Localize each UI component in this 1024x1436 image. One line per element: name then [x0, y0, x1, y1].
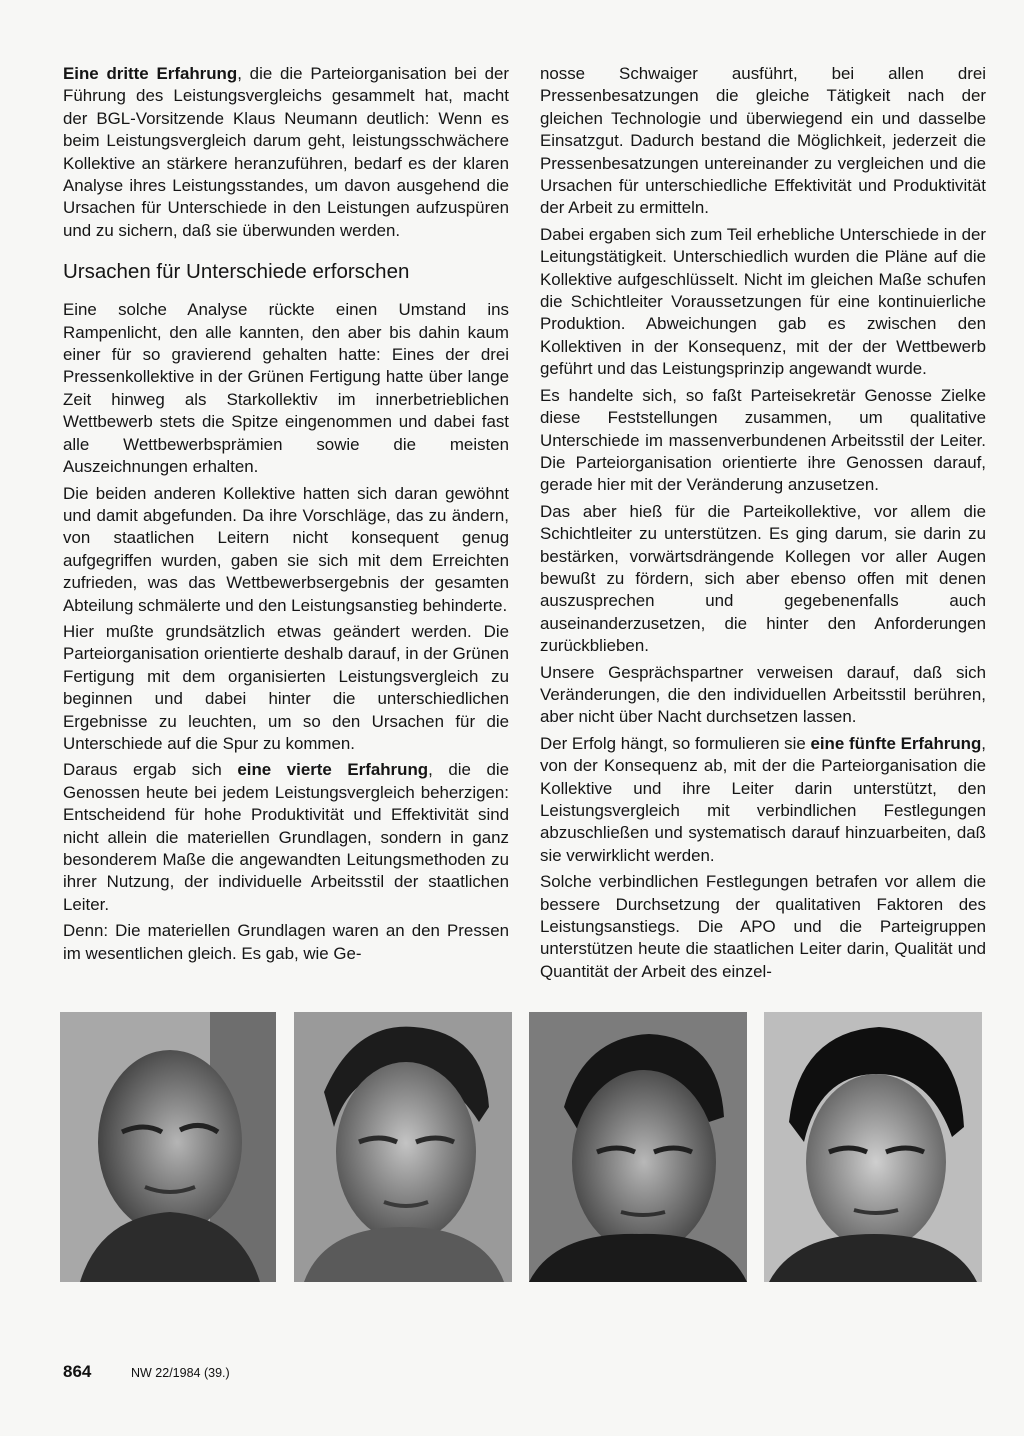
- paragraph: Eine solche Analyse rückte einen Umstand ins Rampenlicht, den alle kannten, den aber bis dahin kaum einer für so gravierend gehalten hatte: Eines der drei Pressenkollektive in der Grünen Fertigung hatte über lange Zeit hinweg als Starkollektiv im innerbetrieblichen Wettbewerb stets die Spitze eingenommen und dabei fast alle Wettbewerbsprämien sowie die meisten Auszeichnungen erhalten.: [63, 300, 509, 477]
- portrait-photo-4: [764, 1012, 982, 1282]
- portrait-row: [60, 1012, 982, 1282]
- journal-reference: NW 22/1984 (39.): [131, 1366, 230, 1380]
- page-number: 864: [63, 1362, 92, 1381]
- page-footer: [63, 1362, 230, 1382]
- portrait-photo-1-icon: [60, 1012, 276, 1282]
- portrait-photo-1: [60, 1012, 276, 1282]
- portrait-photo-2: [294, 1012, 512, 1282]
- paragraph-fourth-experience: Daraus ergab sich eine vierte Erfahrung, die die Genossen heute bei jedem Leistungsvergleich beherzigen: Entscheidend für hohe Produktivität und Effektivität sind nicht allein die materiellen Grundlagen, sondern in ganz besonderem Maße die angewandten Leitungsmethoden zu ihrer Nutzung, der individuelle Arbeitsstil der staatlichen Leiter.: [63, 760, 509, 914]
- portrait-photo-2-icon: [294, 1012, 512, 1282]
- paragraph: Unsere Gesprächspartner verweisen darauf, daß sich Veränderungen, die den individuellen Arbeitsstil berühren, aber nicht über Nacht durchsetzen lassen.: [540, 662, 986, 727]
- portrait-photo-4-icon: [764, 1012, 982, 1282]
- left-column: [63, 63, 509, 965]
- paragraph: Solche verbindlichen Festlegungen betrafen vor allem die bessere Durchsetzung der qualitativen Faktoren des Leistungsanstiegs. Die APO und die Parteigruppen unterstützen heute die staatlichen Leiter darin, Qualität und Quantität der Arbeit des einzel-: [540, 872, 986, 981]
- paragraph: Es handelte sich, so faßt Parteisekretär Genosse Zielke diese Feststellungen zusammen, um qualitative Unterschiede im massenverbundenen Arbeitsstil der Leiter. Die Parteiorganisation orientierte ihre Genossen darauf, gerade hier mit der Veränderung anzusetzen.: [540, 385, 986, 495]
- paragraph: Dabei ergaben sich zum Teil erhebliche Unterschiede in der Leitungstätigkeit. Unterschiedlich wurden die Pläne auf die Kollektive aufgeschlüsselt. Nicht im gleichen Maße schufen die Schichtleiter Voraussetzungen für eine kontinuierliche Produktion. Abweichungen gab es zwischen den Kollektiven in der Konsequenz, mit der der Wettbewerb geführt und das Leistungsprinzip angewandt wurde.: [540, 224, 986, 379]
- paragraph-third-experience: Eine dritte Erfahrung, die die Parteiorganisation bei der Führung des Leistungsvergleichs gesammelt hat, macht der BGL-Vorsitzende Klaus Neumann deutlich: Wenn es beim Leistungsvergleich darum geht, leistungsschwächere Kollektive an stärkere heranzuführen, bedarf es der klaren Analyse ihres Leistungsstandes, um davon ausgehend die Ursachen für Unterschiede in den Leistungen aufzuspüren und zu sichern, daß sie überwunden werden.: [63, 64, 510, 240]
- paragraph: Das aber hieß für die Parteikollektive, vor allem die Schichtleiter zu unterstützen. Es ging darum, sie darin zu bestärken, vorwärtsdrängende Kollegen vor aller Augen bewußt zu fördern, sich aber ebenso offen mit denen auszusprechen und gegebenenfalls auch auseinanderzusetzen, die hinter den Anforderungen zurückblieben.: [540, 501, 986, 656]
- bold-phrase: eine vierte Erfahrung: [237, 760, 429, 780]
- right-column: [540, 63, 986, 983]
- paragraph: Denn: Die materiellen Grundlagen waren an den Pressen im wesentlichen gleich. Es gab, wie Ge-: [63, 921, 509, 963]
- portrait-photo-3: [529, 1012, 747, 1282]
- bold-phrase: Eine dritte Erfahrung: [63, 64, 238, 83]
- paragraph-fifth-experience: Der Erfolg hängt, so formulieren sie eine fünfte Erfahrung, von der Konsequenz ab, mit der die Parteiorganisation die Kollektive und ihre Leiter darin unterstützt, den Leistungsvergleich mit verbindlichen Festlegungen abzuschließen und systematisch darauf hinzuarbeiten, daß sie verwirklicht werden.: [540, 733, 986, 865]
- paragraph: Die beiden anderen Kollektive hatten sich daran gewöhnt und damit abgefunden. Da ihre Vorschläge, das zu ändern, von staatlichen Leitern nicht konsequent genug aufgegriffen wurden, gaben sie sich mit dem Erreichten zufrieden, was das Wettbewerbsergebnis der gesamten Abteilung schmälerte und den Leistungsanstieg behinderte.: [63, 483, 509, 615]
- portrait-photo-3-icon: [529, 1012, 747, 1282]
- bold-phrase: eine fünfte Erfahrung: [810, 733, 982, 753]
- section-heading: Ursachen für Unterschiede erforschen: [63, 260, 410, 284]
- paragraph: nosse Schwaiger ausführt, bei allen drei Pressenbesatzungen die gleiche Tätigkeit nach der gleichen Technologie und überwiegend ein und dasselbe Einsatzgut. Dadurch bestand die Möglichkeit, jederzeit die Pressenbesatzungen untereinander zu vergleichen und die Ursachen für unterschiedliche Effektivität und Produktivität der Arbeit zu ermitteln.: [540, 64, 986, 218]
- paragraph: Hier mußte grundsätzlich etwas geändert werden. Die Parteiorganisation orientierte deshalb darauf, in der Grünen Fertigung mit dem organisierten Leistungsvergleich zu beginnen und dabei hinter die unterschiedlichen Ergebnisse zu leuchten, um so den Ursachen für die Unterschiede auf die Spur zu kommen.: [63, 621, 509, 753]
